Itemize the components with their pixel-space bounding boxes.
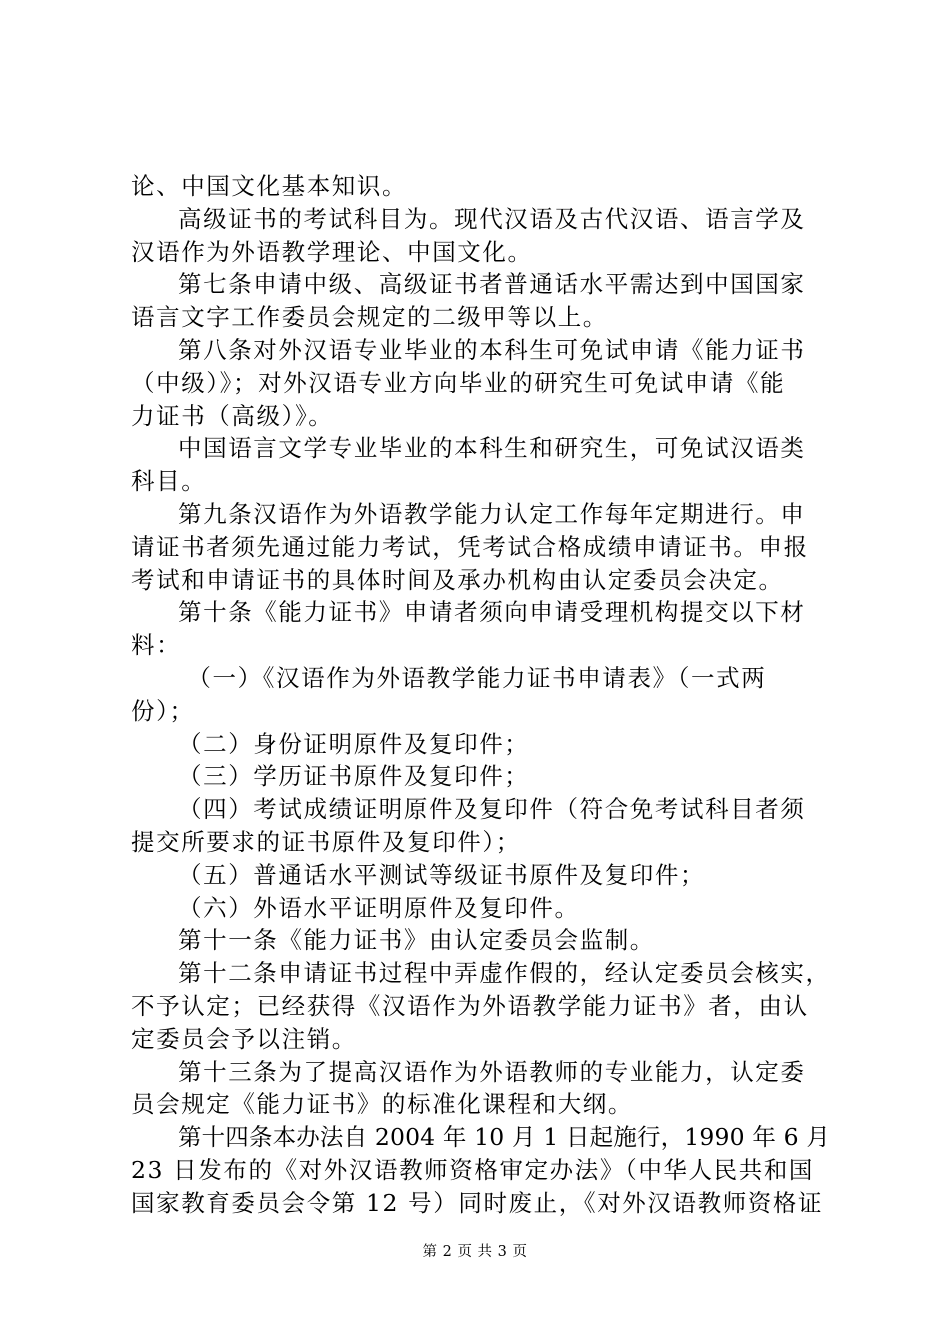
text-line: 第十四条本办法自 2004 年 10 月 1 日起施行，1990 年 6 月 <box>178 1123 830 1152</box>
text-line: 考试和申请证书的具体时间及承办机构由认定委员会决定。 <box>131 565 784 594</box>
text-line: （中级）》；对外汉语专业方向毕业的研究生可免试申请《能 <box>131 368 786 397</box>
text-line: （五）普通话水平测试等级证书原件及复印件； <box>178 860 706 889</box>
text-line: （三）学历证书原件及复印件； <box>178 762 530 791</box>
text-line: 请证书者须先通过能力考试，凭考试合格成绩申请证书。申报 <box>131 532 809 561</box>
text-line: 第九条汉语作为外语教学能力认定工作每年定期进行。申 <box>178 499 806 528</box>
text-line: 中国语言文学专业毕业的本科生和研究生，可免试汉语类 <box>178 434 806 463</box>
text-line: 国家教育委员会令第 12 号）同时废止，《对外汉语教师资格证 <box>131 1188 824 1217</box>
text-line: 定委员会予以注销。 <box>131 1024 357 1053</box>
text-line: 料： <box>131 631 182 660</box>
text-line: 力证书（高级）》。 <box>131 401 334 430</box>
page-footer: 第 2 页 共 3 页 <box>422 1244 528 1260</box>
text-line: 23 日发布的《对外汉语教师资格审定办法》（中华人民共和国 <box>131 1155 815 1184</box>
text-line: 不予认定；已经获得《汉语作为外语教学能力证书》者，由认 <box>131 991 809 1020</box>
text-line: 语言文字工作委员会规定的二级甲等以上。 <box>131 303 608 332</box>
document-body <box>131 170 831 1220</box>
text-line: 第八条对外汉语专业毕业的本科生可免试申请《能力证书 <box>178 335 806 364</box>
text-line: 份）； <box>131 696 195 725</box>
text-line: 论、中国文化基本知识。 <box>131 172 408 200</box>
text-line: 第十一条《能力证书》由认定委员会监制。 <box>178 926 655 955</box>
text-line: 科目。 <box>131 467 207 496</box>
text-line: 提交所要求的证书原件及复印件）； <box>131 827 521 856</box>
text-line: （二）身份证明原件及复印件； <box>178 729 530 758</box>
text-line: 第十三条为了提高汉语作为外语教师的专业能力，认定委 <box>178 1057 806 1086</box>
text-line: 员会规定《能力证书》的标准化课程和大纲。 <box>131 1090 633 1119</box>
text-line: （一）《汉语作为外语教学能力证书申请表》（一式两 <box>187 663 767 692</box>
text-line: （四）考试成绩证明原件及复印件（符合免考试科目者须 <box>178 795 806 824</box>
text-line: 第七条申请中级、高级证书者普通话水平需达到中国国家 <box>178 270 806 299</box>
text-line: 第十二条申请证书过程中弄虚作假的，经认定委员会核实， <box>178 959 831 988</box>
text-line: 第十条《能力证书》申请者须向申请受理机构提交以下材 <box>178 598 806 627</box>
text-line: 汉语作为外语教学理论、中国文化。 <box>131 237 533 266</box>
text-line: （六）外语水平证明原件及复印件。 <box>178 893 580 922</box>
text-line: 高级证书的考试科目为。现代汉语及古代汉语、语言学及 <box>178 204 806 233</box>
